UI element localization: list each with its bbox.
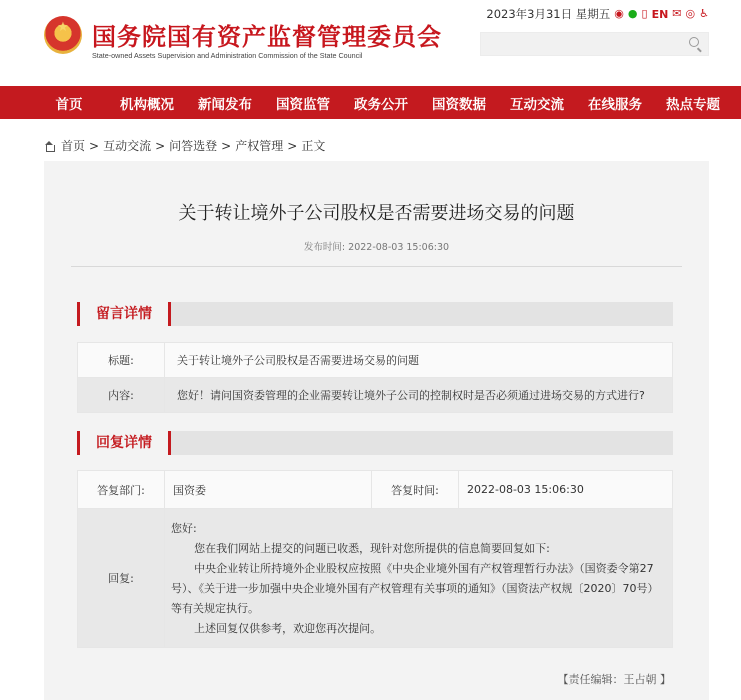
- nav-item-home[interactable]: 首页: [55, 96, 83, 113]
- reply-label: 回复:: [78, 509, 165, 648]
- reply-section-header: [77, 431, 673, 455]
- home-icon: [44, 141, 55, 151]
- message-title-value: 关于转让境外子公司股权是否需要进场交易的问题: [165, 343, 673, 378]
- search-input[interactable]: [481, 34, 681, 56]
- nav-item-data[interactable]: 国资数据: [432, 96, 486, 113]
- breadcrumb: [44, 137, 325, 154]
- message-content-label: 内容:: [78, 378, 165, 413]
- table-row: [78, 509, 673, 648]
- message-section-header: [77, 302, 673, 326]
- table-row: [78, 343, 673, 378]
- message-content-value: 您好！请问国资委管理的企业需要转让境外子公司的控制权时是否必须通过进场交易的方式进行?: [165, 378, 673, 413]
- reply-table: [77, 470, 673, 648]
- nav-item-online-service[interactable]: 在线服务: [588, 96, 642, 113]
- article-card: [44, 161, 709, 700]
- responsible-editor: 【责任编辑：王占朝 】: [557, 673, 671, 686]
- table-row: [78, 378, 673, 413]
- elderly-mode-icon[interactable]: ◎: [685, 7, 696, 20]
- publish-time: 2022-08-03 15:06:30: [348, 242, 450, 253]
- breadcrumb-separator: >: [287, 138, 298, 153]
- table-row: [78, 471, 673, 509]
- reply-dept-value: 国资委: [165, 471, 372, 509]
- breadcrumb-property[interactable]: 产权管理: [235, 139, 284, 153]
- reply-body: [165, 509, 673, 648]
- nav-item-interaction[interactable]: 互动交流: [510, 96, 564, 113]
- reply-time-label: 答复时间:: [372, 471, 459, 509]
- breadcrumb-home[interactable]: 首页: [61, 139, 86, 153]
- english-link[interactable]: EN: [651, 7, 669, 21]
- mail-icon[interactable]: ✉: [672, 7, 682, 20]
- breadcrumb-separator: >: [221, 138, 232, 153]
- mobile-icon[interactable]: ▯: [641, 7, 648, 20]
- wechat-icon[interactable]: ●: [627, 7, 638, 20]
- nav-item-news[interactable]: 新闻发布: [198, 96, 252, 113]
- message-section-title: 留言详情: [77, 302, 171, 326]
- message-table: [77, 342, 673, 413]
- reply-paragraph-3: 上述回复仅供参考，欢迎您再次提问。: [194, 622, 382, 635]
- nav-item-government-affairs[interactable]: 政务公开: [354, 96, 408, 113]
- publish-info: [44, 239, 709, 253]
- reply-paragraph-1: 您在我们网站上提交的问题已收悉，现针对您所提供的信息简要回复如下:: [194, 542, 550, 555]
- breadcrumb-interaction[interactable]: 互动交流: [103, 139, 152, 153]
- accessibility-icon[interactable]: ♿: [699, 7, 709, 20]
- breadcrumb-qa[interactable]: 问答选登: [169, 139, 218, 153]
- reply-dept-label: 答复部门:: [78, 471, 165, 509]
- weibo-icon[interactable]: ◉: [614, 7, 624, 20]
- reply-greeting: 您好:: [171, 522, 197, 535]
- reply-paragraph-2: 中央企业转让所持境外企业股权应按照《中央企业境外国有产权管理暂行办法》（国资委令第27号）、《关于进一步加强中央企业境外国有产权管理有关事项的通知》（国资法产权规〔2020〕70号）等有关规定执行。: [171, 562, 659, 615]
- breadcrumb-separator: >: [155, 138, 166, 153]
- top-utility-bar: [486, 6, 709, 22]
- nav-item-organization[interactable]: 机构概况: [120, 96, 174, 113]
- message-title-label: 标题:: [78, 343, 165, 378]
- search-icon[interactable]: [689, 37, 699, 47]
- site-subtitle: State-owned Assets Supervision and Administration Commission of the State Council: [92, 51, 363, 60]
- nav-item-supervision[interactable]: 国资监管: [276, 96, 330, 113]
- main-nav: [0, 86, 741, 119]
- title-divider: [71, 266, 682, 267]
- breadcrumb-current: 正文: [301, 139, 326, 153]
- search-box: [480, 32, 709, 56]
- publish-label: 发布时间:: [303, 242, 346, 253]
- breadcrumb-separator: >: [89, 138, 100, 153]
- site-title[interactable]: 国务院国有资产监督管理委员会: [92, 23, 442, 51]
- current-date: 2023年3月31日 星期五: [486, 7, 611, 21]
- national-emblem-logo[interactable]: [44, 16, 82, 54]
- article-title: 关于转让境外子公司股权是否需要进场交易的问题: [178, 203, 575, 224]
- reply-section-title: 回复详情: [77, 431, 171, 455]
- site-header: [0, 0, 741, 86]
- nav-item-topics[interactable]: 热点专题: [666, 96, 720, 113]
- reply-time-value: 2022-08-03 15:06:30: [459, 471, 673, 509]
